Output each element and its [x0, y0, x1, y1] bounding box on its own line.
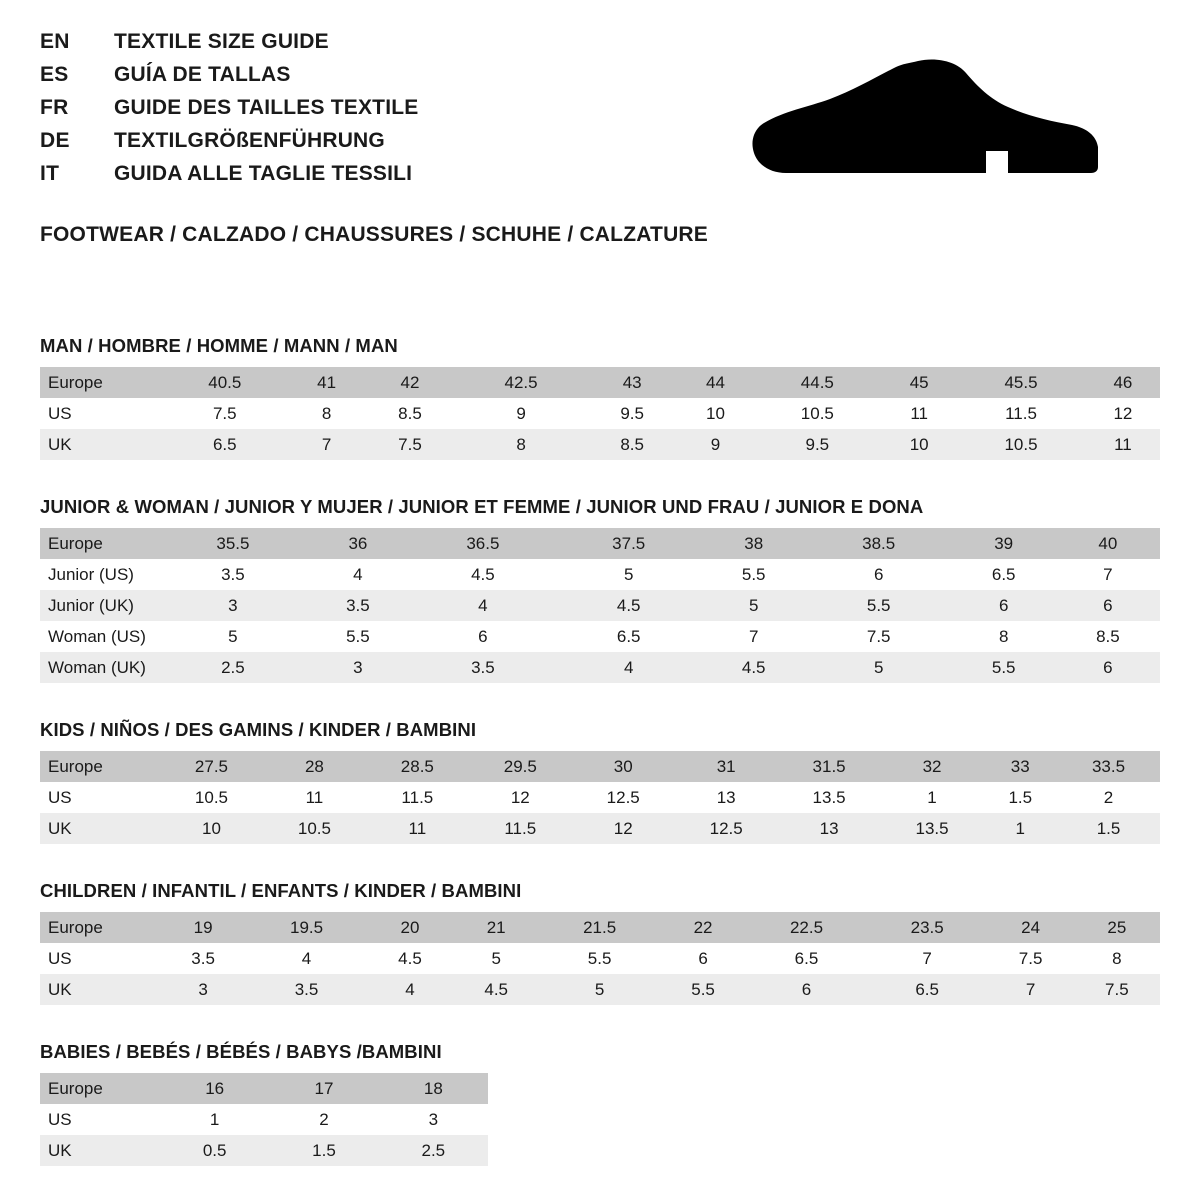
- language-title-list: [40, 30, 418, 195]
- language-code: IT: [40, 162, 60, 185]
- cell: 36: [306, 528, 410, 559]
- cell: 45: [882, 367, 956, 398]
- cell: 11: [882, 398, 956, 429]
- language-code: FR: [40, 96, 69, 119]
- row-label: Junior (UK): [40, 590, 160, 621]
- language-row: [40, 63, 418, 96]
- section-title-babies: BABIES / BEBÉS / BÉBÉS / BABYS /BAMBINI: [40, 1041, 442, 1062]
- cell: 5: [556, 559, 702, 590]
- cell: 1.5: [984, 782, 1058, 813]
- row-label: Woman (UK): [40, 652, 160, 683]
- table-row: [40, 943, 1160, 974]
- cell: 8.5: [1056, 621, 1160, 652]
- cell: 35.5: [160, 528, 306, 559]
- cell: 3.5: [306, 590, 410, 621]
- language-title: TEXTILE SIZE GUIDE: [114, 30, 329, 53]
- cell: 2: [1057, 782, 1160, 813]
- language-row: [40, 30, 418, 63]
- cell: 7: [290, 429, 364, 460]
- cell: 4: [306, 559, 410, 590]
- cell: 4: [556, 652, 702, 683]
- table-row: [40, 1073, 488, 1104]
- cell: 37.5: [556, 528, 702, 559]
- cell: 22: [660, 912, 746, 943]
- cell: 10: [678, 398, 752, 429]
- size-table-babies: [40, 1073, 488, 1166]
- cell: 5: [539, 974, 660, 1005]
- cell: 13.5: [881, 813, 984, 844]
- section-babies: [40, 1041, 1160, 1166]
- cell: 7.5: [364, 429, 457, 460]
- language-code: ES: [40, 63, 69, 86]
- page-header: [40, 30, 1160, 195]
- cell: 1: [984, 813, 1058, 844]
- cell: 5.5: [952, 652, 1056, 683]
- cell: 11.5: [366, 782, 469, 813]
- cell: 2.5: [160, 652, 306, 683]
- cell: 4: [367, 974, 453, 1005]
- cell: 13: [675, 782, 778, 813]
- cell: 40.5: [160, 367, 290, 398]
- table-row: [40, 621, 1160, 652]
- size-table-children: [40, 912, 1160, 1005]
- cell: 8.5: [364, 398, 457, 429]
- section-kids: [40, 719, 1160, 844]
- cell: 6: [806, 559, 952, 590]
- language-title: GUIDA ALLE TAGLIE TESSILI: [114, 162, 413, 185]
- cell: 5: [160, 621, 306, 652]
- cell: 5: [702, 590, 806, 621]
- cell: 46: [1086, 367, 1160, 398]
- row-label: UK: [40, 974, 160, 1005]
- cell: 8: [952, 621, 1056, 652]
- language-row: [40, 129, 418, 162]
- cell: 6: [1056, 652, 1160, 683]
- cell: 28: [263, 751, 366, 782]
- cell: 1.5: [269, 1135, 378, 1166]
- category-heading: FOOTWEAR / CALZADO / CHAUSSURES / SCHUHE / CALZATURE: [40, 223, 709, 246]
- table-row: [40, 528, 1160, 559]
- cell: 20: [367, 912, 453, 943]
- cell: 4.5: [556, 590, 702, 621]
- cell: 44.5: [753, 367, 883, 398]
- cell: 30: [572, 751, 675, 782]
- cell: 6: [746, 974, 867, 1005]
- cell: 13.5: [778, 782, 881, 813]
- row-label: US: [40, 1104, 160, 1135]
- language-title: GUÍA DE TALLAS: [114, 63, 291, 86]
- cell: 9.5: [753, 429, 883, 460]
- cell: 36.5: [410, 528, 556, 559]
- row-label: Europe: [40, 367, 160, 398]
- language-row: [40, 162, 418, 195]
- cell: 42.5: [456, 367, 586, 398]
- size-table-man: [40, 367, 1160, 460]
- row-label: Europe: [40, 751, 160, 782]
- cell: 10: [882, 429, 956, 460]
- language-title: GUIDE DES TAILLES TEXTILE: [114, 96, 419, 119]
- cell: 5: [453, 943, 539, 974]
- cell: 42: [364, 367, 457, 398]
- cell: 11: [366, 813, 469, 844]
- cell: 9: [456, 398, 586, 429]
- cell: 33: [984, 751, 1058, 782]
- cell: 12.5: [572, 782, 675, 813]
- table-row: [40, 782, 1160, 813]
- cell: 4: [410, 590, 556, 621]
- language-code: EN: [40, 30, 70, 53]
- cell: 7.5: [1074, 974, 1160, 1005]
- row-label: UK: [40, 1135, 160, 1166]
- cell: 7.5: [806, 621, 952, 652]
- table-row: [40, 590, 1160, 621]
- cell: 3: [306, 652, 410, 683]
- cell: 32: [881, 751, 984, 782]
- table-row: [40, 652, 1160, 683]
- row-label: Europe: [40, 912, 160, 943]
- cell: 8: [290, 398, 364, 429]
- cell: 3: [160, 590, 306, 621]
- cell: 11: [1086, 429, 1160, 460]
- cell: 5.5: [306, 621, 410, 652]
- cell: 3.5: [160, 559, 306, 590]
- cell: 12: [572, 813, 675, 844]
- cell: 19: [160, 912, 246, 943]
- section-title-man: MAN / HOMBRE / HOMME / MANN / MAN: [40, 335, 398, 356]
- cell: 0.5: [160, 1135, 269, 1166]
- cell: 38: [702, 528, 806, 559]
- cell: 4.5: [367, 943, 453, 974]
- cell: 43: [586, 367, 679, 398]
- cell: 8: [456, 429, 586, 460]
- cell: 12.5: [675, 813, 778, 844]
- row-label: Europe: [40, 528, 160, 559]
- cell: 3.5: [410, 652, 556, 683]
- cell: 38.5: [806, 528, 952, 559]
- cell: 13: [778, 813, 881, 844]
- cell: 6: [660, 943, 746, 974]
- cell: 10.5: [160, 782, 263, 813]
- cell: 11.5: [469, 813, 572, 844]
- cell: 12: [469, 782, 572, 813]
- cell: 6.5: [867, 974, 988, 1005]
- cell: 31: [675, 751, 778, 782]
- section-junior-woman: [40, 496, 1160, 683]
- cell: 6.5: [556, 621, 702, 652]
- section-man: [40, 335, 1160, 460]
- row-label: UK: [40, 813, 160, 844]
- cell: 10.5: [956, 429, 1086, 460]
- row-label: Europe: [40, 1073, 160, 1104]
- cell: 10.5: [263, 813, 366, 844]
- cell: 8.5: [586, 429, 679, 460]
- cell: 21: [453, 912, 539, 943]
- cell: 5.5: [806, 590, 952, 621]
- cell: 6: [1056, 590, 1160, 621]
- size-table-junior-woman: [40, 528, 1160, 683]
- cell: 7: [867, 943, 988, 974]
- table-row: [40, 974, 1160, 1005]
- row-label: US: [40, 943, 160, 974]
- cell: 21.5: [539, 912, 660, 943]
- cell: 4.5: [453, 974, 539, 1005]
- row-label: Junior (US): [40, 559, 160, 590]
- cell: 27.5: [160, 751, 263, 782]
- table-row: [40, 912, 1160, 943]
- cell: 17: [269, 1073, 378, 1104]
- cell: 6.5: [160, 429, 290, 460]
- row-label: UK: [40, 429, 160, 460]
- cell: 9.5: [586, 398, 679, 429]
- table-row: [40, 559, 1160, 590]
- cell: 4.5: [702, 652, 806, 683]
- cell: 45.5: [956, 367, 1086, 398]
- cell: 7.5: [160, 398, 290, 429]
- cell: 40: [1056, 528, 1160, 559]
- cell: 33.5: [1057, 751, 1160, 782]
- cell: 7: [1056, 559, 1160, 590]
- cell: 11.5: [956, 398, 1086, 429]
- cell: 16: [160, 1073, 269, 1104]
- cell: 11: [263, 782, 366, 813]
- cell: 7.5: [988, 943, 1074, 974]
- cell: 44: [678, 367, 752, 398]
- cell: 2.5: [379, 1135, 488, 1166]
- cell: 3: [160, 974, 246, 1005]
- section-children: [40, 880, 1160, 1005]
- cell: 6: [952, 590, 1056, 621]
- table-row: [40, 1135, 488, 1166]
- cell: 4.5: [410, 559, 556, 590]
- cell: 3: [379, 1104, 488, 1135]
- table-row: [40, 398, 1160, 429]
- cell: 10: [160, 813, 263, 844]
- language-code: DE: [40, 129, 70, 152]
- dress-shoe-icon: [745, 55, 1105, 195]
- cell: 29.5: [469, 751, 572, 782]
- cell: 10.5: [753, 398, 883, 429]
- cell: 5.5: [660, 974, 746, 1005]
- cell: 31.5: [778, 751, 881, 782]
- cell: 3.5: [160, 943, 246, 974]
- cell: 39: [952, 528, 1056, 559]
- table-row: [40, 429, 1160, 460]
- cell: 7: [702, 621, 806, 652]
- cell: 25: [1074, 912, 1160, 943]
- cell: 4: [246, 943, 367, 974]
- cell: 28.5: [366, 751, 469, 782]
- cell: 9: [678, 429, 752, 460]
- cell: 2: [269, 1104, 378, 1135]
- cell: 41: [290, 367, 364, 398]
- cell: 22.5: [746, 912, 867, 943]
- cell: 3.5: [246, 974, 367, 1005]
- table-row: [40, 1104, 488, 1135]
- language-title: TEXTILGRÖßENFÜHRUNG: [114, 129, 385, 152]
- cell: 7: [988, 974, 1074, 1005]
- language-row: [40, 96, 418, 129]
- cell: 8: [1074, 943, 1160, 974]
- cell: 23.5: [867, 912, 988, 943]
- cell: 5.5: [539, 943, 660, 974]
- cell: 6.5: [952, 559, 1056, 590]
- section-title-children: CHILDREN / INFANTIL / ENFANTS / KINDER / BAMBINI: [40, 880, 522, 901]
- row-label: Woman (US): [40, 621, 160, 652]
- cell: 1.5: [1057, 813, 1160, 844]
- table-row: [40, 751, 1160, 782]
- cell: 6: [410, 621, 556, 652]
- cell: 5.5: [702, 559, 806, 590]
- row-label: US: [40, 398, 160, 429]
- section-title-junior-woman: JUNIOR & WOMAN / JUNIOR Y MUJER / JUNIOR ET FEMME / JUNIOR UND FRAU / JUNIOR E DONA: [40, 496, 924, 517]
- table-row: [40, 367, 1160, 398]
- size-table-kids: [40, 751, 1160, 844]
- cell: 18: [379, 1073, 488, 1104]
- cell: 12: [1086, 398, 1160, 429]
- cell: 6.5: [746, 943, 867, 974]
- cell: 1: [881, 782, 984, 813]
- row-label: US: [40, 782, 160, 813]
- cell: 19.5: [246, 912, 367, 943]
- cell: 5: [806, 652, 952, 683]
- section-title-kids: KIDS / NIÑOS / DES GAMINS / KINDER / BAMBINI: [40, 719, 477, 740]
- cell: 24: [988, 912, 1074, 943]
- cell: 1: [160, 1104, 269, 1135]
- table-row: [40, 813, 1160, 844]
